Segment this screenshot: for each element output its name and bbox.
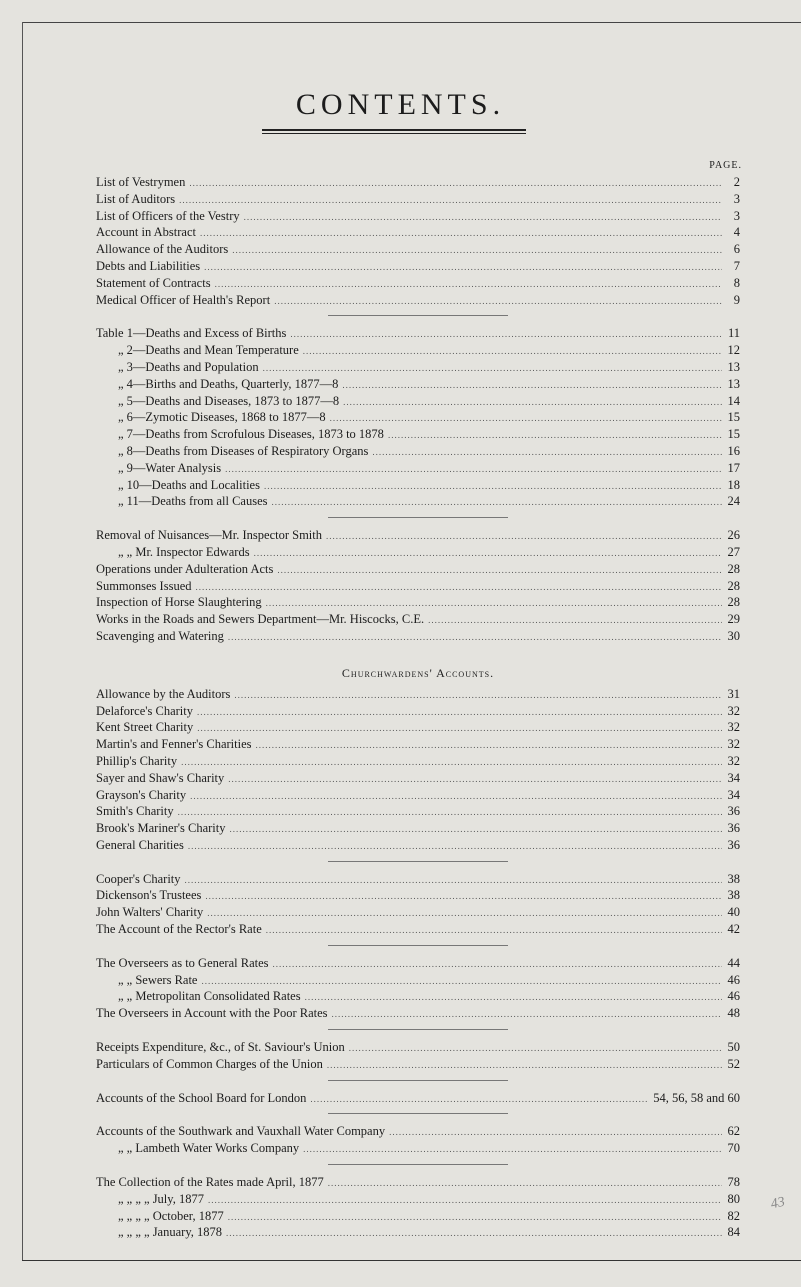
toc-entry bbox=[96, 359, 740, 376]
entry-label: The Account of the Rector's Rate bbox=[96, 922, 262, 937]
entry-page-number: 12 bbox=[727, 343, 740, 358]
toc-entry bbox=[96, 241, 740, 258]
toc-entry bbox=[96, 477, 740, 494]
dot-leader bbox=[207, 905, 722, 922]
toc-entry bbox=[96, 686, 740, 703]
entry-page-number: 29 bbox=[727, 612, 740, 627]
toc-entry bbox=[96, 1056, 740, 1073]
toc-entry bbox=[96, 376, 740, 393]
entry-page-number: 42 bbox=[727, 922, 740, 937]
dot-leader bbox=[208, 1192, 722, 1209]
dot-leader bbox=[215, 276, 722, 293]
entry-page-number: 31 bbox=[727, 686, 740, 701]
section-divider bbox=[328, 1164, 508, 1165]
entry-label: Cooper's Charity bbox=[96, 871, 181, 886]
entry-page-number: 30 bbox=[727, 628, 740, 643]
entry-label: Allowance of the Auditors bbox=[96, 242, 229, 257]
toc-entry bbox=[96, 887, 740, 904]
dot-leader bbox=[196, 579, 723, 596]
page-column-heading: PAGE. bbox=[709, 160, 742, 171]
table-of-contents bbox=[96, 174, 740, 1241]
dot-leader bbox=[266, 595, 722, 612]
toc-entry bbox=[96, 426, 740, 443]
toc-entry bbox=[96, 1224, 740, 1241]
entry-label: Kent Street Charity bbox=[96, 720, 194, 735]
toc-entry bbox=[96, 258, 740, 275]
entry-label: Martin's and Fenner's Charities bbox=[96, 737, 252, 752]
handwritten-mark: 43 bbox=[769, 1194, 787, 1213]
dot-leader bbox=[244, 209, 722, 226]
entry-page-number: 32 bbox=[727, 703, 740, 718]
dot-leader bbox=[310, 1091, 649, 1108]
entry-page-number: 46 bbox=[727, 989, 740, 1004]
entry-label: General Charities bbox=[96, 837, 184, 852]
dot-leader bbox=[274, 293, 722, 310]
entry-label: List of Auditors bbox=[96, 191, 176, 206]
dot-leader bbox=[389, 1124, 722, 1141]
toc-entry bbox=[96, 770, 740, 787]
entry-label: „ „ „ „ October, 1877 bbox=[118, 1208, 224, 1223]
toc-entry bbox=[96, 611, 740, 628]
dot-leader bbox=[228, 629, 722, 646]
entry-label: Accounts of the School Board for London bbox=[96, 1090, 307, 1105]
entry-label: Medical Officer of Health's Report bbox=[96, 292, 271, 307]
entry-label: Particulars of Common Charges of the Union bbox=[96, 1056, 323, 1071]
dot-leader bbox=[228, 771, 722, 788]
section-divider bbox=[328, 1113, 508, 1114]
toc-entry bbox=[96, 703, 740, 720]
entry-label: The Collection of the Rates made April, 1877 bbox=[96, 1175, 324, 1190]
entry-page-number: 17 bbox=[727, 460, 740, 475]
entry-page-number: 62 bbox=[727, 1124, 740, 1139]
toc-entry bbox=[96, 972, 740, 989]
toc-entry bbox=[96, 544, 740, 561]
dot-leader bbox=[201, 973, 722, 990]
dot-leader bbox=[330, 410, 722, 427]
toc-entry bbox=[96, 1191, 740, 1208]
entry-label: List of Vestrymen bbox=[96, 175, 186, 189]
entry-label: „ 3—Deaths and Population bbox=[118, 359, 259, 374]
entry-page-number: 36 bbox=[727, 837, 740, 852]
section-gap bbox=[96, 645, 740, 658]
toc-entry bbox=[96, 1039, 740, 1056]
entry-label: „ „ „ „ July, 1877 bbox=[118, 1191, 204, 1206]
dot-leader bbox=[263, 360, 722, 377]
entry-page-number: 34 bbox=[727, 770, 740, 785]
entry-page-number: 40 bbox=[727, 905, 740, 920]
entry-page-number: 28 bbox=[727, 561, 740, 576]
dot-leader bbox=[326, 528, 722, 545]
entry-label: „ 11—Deaths from all Causes bbox=[118, 494, 268, 509]
dot-leader bbox=[266, 922, 722, 939]
entry-label: John Walters' Charity bbox=[96, 905, 204, 920]
entry-label: Accounts of the Southwark and Vauxhall Water Company bbox=[96, 1124, 386, 1139]
entry-page-number: 32 bbox=[727, 737, 740, 752]
entry-page-number: 28 bbox=[727, 595, 740, 610]
dot-leader bbox=[264, 478, 722, 495]
dot-leader bbox=[349, 1040, 722, 1057]
entry-label: Grayson's Charity bbox=[96, 787, 187, 802]
toc-entry bbox=[96, 871, 740, 888]
entry-label: Smith's Charity bbox=[96, 804, 174, 819]
entry-page-number: 6 bbox=[733, 242, 740, 257]
entry-page-number: 32 bbox=[727, 753, 740, 768]
dot-leader bbox=[188, 838, 722, 855]
entry-label: Scavenging and Watering bbox=[96, 628, 224, 643]
entry-page-number: 28 bbox=[727, 578, 740, 593]
entry-page-number: 15 bbox=[727, 427, 740, 442]
entry-page-number: 14 bbox=[727, 393, 740, 408]
toc-entry bbox=[96, 191, 740, 208]
page-frame-left bbox=[22, 22, 23, 1261]
dot-leader bbox=[328, 1175, 722, 1192]
entry-label: „ 6—Zymotic Diseases, 1868 to 1877—8 bbox=[118, 410, 326, 425]
dot-leader bbox=[343, 394, 722, 411]
dot-leader bbox=[205, 888, 722, 905]
entry-label: „ 9—Water Analysis bbox=[118, 460, 222, 475]
dot-leader bbox=[185, 872, 722, 889]
entry-page-number: 84 bbox=[727, 1225, 740, 1240]
section-divider bbox=[328, 945, 508, 946]
entry-page-number: 13 bbox=[727, 376, 740, 391]
entry-page-number: 24 bbox=[727, 494, 740, 509]
section-heading: Churchwardens' Accounts. bbox=[341, 665, 495, 680]
entry-page-number: 38 bbox=[727, 888, 740, 903]
entry-page-number: 26 bbox=[727, 528, 740, 543]
dot-leader bbox=[327, 1057, 722, 1074]
dot-leader bbox=[388, 427, 722, 444]
section-divider bbox=[328, 1080, 508, 1081]
toc-entry bbox=[96, 1174, 740, 1191]
toc-entry bbox=[96, 628, 740, 645]
page-frame-bottom bbox=[22, 1260, 801, 1261]
dot-leader bbox=[256, 737, 722, 754]
entry-label: Debts and Liabilities bbox=[96, 258, 201, 273]
dot-leader bbox=[272, 494, 723, 511]
section-divider bbox=[328, 1029, 508, 1030]
section-divider bbox=[328, 315, 508, 316]
toc-entry bbox=[96, 1208, 740, 1225]
entry-label: Allowance by the Auditors bbox=[96, 686, 231, 701]
dot-leader bbox=[273, 956, 723, 973]
entry-page-number: 8 bbox=[733, 275, 740, 290]
toc-entry bbox=[96, 578, 740, 595]
entry-page-number: 70 bbox=[727, 1141, 740, 1156]
toc-entry bbox=[96, 208, 740, 225]
entry-label: Phillip's Charity bbox=[96, 753, 178, 768]
dot-leader bbox=[290, 326, 722, 343]
toc-entry bbox=[96, 561, 740, 578]
dot-leader bbox=[372, 444, 722, 461]
entry-label: „ 4—Births and Deaths, Quarterly, 1877—8 bbox=[118, 376, 339, 391]
entry-page-number: 15 bbox=[727, 410, 740, 425]
dot-leader bbox=[197, 704, 722, 721]
entry-page-number: 11 bbox=[727, 326, 740, 341]
dot-leader bbox=[332, 1006, 722, 1023]
toc-entry bbox=[96, 736, 740, 753]
toc-entry bbox=[96, 409, 740, 426]
entry-label: „ „ Lambeth Water Works Company bbox=[118, 1141, 300, 1156]
entry-label: Summonses Issued bbox=[96, 578, 192, 593]
toc-entry bbox=[96, 1090, 740, 1107]
dot-leader bbox=[204, 259, 722, 276]
entry-label: „ „ „ „ January, 1878 bbox=[118, 1225, 223, 1240]
dot-leader bbox=[232, 242, 722, 259]
dot-leader bbox=[305, 989, 722, 1006]
dot-leader bbox=[181, 754, 722, 771]
entry-page-number: 2 bbox=[733, 175, 740, 189]
entry-label: Brook's Mariner's Charity bbox=[96, 821, 226, 836]
entry-label: Statement of Contracts bbox=[96, 275, 211, 290]
toc-entry bbox=[96, 1005, 740, 1022]
toc-entry bbox=[96, 174, 740, 191]
toc-entry bbox=[96, 787, 740, 804]
title-rule bbox=[262, 129, 526, 134]
entry-page-number: 80 bbox=[727, 1191, 740, 1206]
entry-page-number: 34 bbox=[727, 787, 740, 802]
toc-entry bbox=[96, 921, 740, 938]
entry-label: Removal of Nuisances—Mr. Inspector Smith bbox=[96, 528, 323, 543]
entry-page-number: 7 bbox=[733, 258, 740, 273]
entry-label: „ 2—Deaths and Mean Temperature bbox=[118, 343, 299, 358]
toc-entry bbox=[96, 443, 740, 460]
entry-label: „ „ Metropolitan Consolidated Rates bbox=[118, 989, 301, 1004]
toc-entry bbox=[96, 955, 740, 972]
section-divider bbox=[328, 517, 508, 518]
toc-entry bbox=[96, 292, 740, 309]
entry-label: „ „ Mr. Inspector Edwards bbox=[118, 544, 250, 559]
toc-entry bbox=[96, 837, 740, 854]
entry-page-number: 52 bbox=[727, 1056, 740, 1071]
toc-entry bbox=[96, 988, 740, 1005]
entry-page-number: 82 bbox=[727, 1208, 740, 1223]
entry-label: Dickenson's Trustees bbox=[96, 888, 202, 903]
dot-leader bbox=[225, 461, 722, 478]
entry-page-number: 54, 56, 58 and 60 bbox=[653, 1090, 740, 1105]
dot-leader bbox=[303, 1141, 722, 1158]
page-frame-top bbox=[22, 22, 801, 23]
toc-entry bbox=[96, 719, 740, 736]
entry-label: Delaforce's Charity bbox=[96, 703, 194, 718]
dot-leader bbox=[226, 1225, 722, 1242]
entry-page-number: 38 bbox=[727, 871, 740, 886]
entry-label: „ 7—Deaths from Scrofulous Diseases, 1873 to 1878 bbox=[118, 427, 384, 442]
toc-entry bbox=[96, 275, 740, 292]
entry-page-number: 3 bbox=[733, 208, 740, 223]
entry-label: Account in Abstract bbox=[96, 225, 196, 240]
page-title: CONTENTS. bbox=[295, 88, 506, 122]
entry-page-number: 4 bbox=[733, 225, 740, 240]
entry-label: „ 10—Deaths and Localities bbox=[118, 477, 260, 492]
toc-entry bbox=[96, 224, 740, 241]
entry-label: The Overseers as to General Rates bbox=[96, 955, 269, 970]
dot-leader bbox=[234, 687, 722, 704]
toc-entry bbox=[96, 393, 740, 410]
dot-leader bbox=[303, 343, 722, 360]
toc-entry bbox=[96, 1140, 740, 1157]
entry-page-number: 18 bbox=[727, 477, 740, 492]
entry-page-number: 3 bbox=[733, 191, 740, 206]
toc-entry bbox=[96, 594, 740, 611]
entry-page-number: 36 bbox=[727, 804, 740, 819]
toc-entry bbox=[96, 753, 740, 770]
entry-page-number: 27 bbox=[727, 544, 740, 559]
dot-leader bbox=[228, 1209, 722, 1226]
dot-leader bbox=[197, 720, 722, 737]
toc-entry bbox=[96, 1123, 740, 1140]
dot-leader bbox=[277, 562, 722, 579]
toc-entry bbox=[96, 904, 740, 921]
entry-label: Receipts Expenditure, &c., of St. Saviour's Union bbox=[96, 1040, 345, 1055]
toc-entry bbox=[96, 493, 740, 510]
dot-leader bbox=[190, 788, 722, 805]
dot-leader bbox=[200, 225, 722, 242]
toc-entry bbox=[96, 325, 740, 342]
entry-page-number: 46 bbox=[727, 972, 740, 987]
toc-entry bbox=[96, 527, 740, 544]
toc-entry bbox=[96, 342, 740, 359]
entry-label: „ „ Sewers Rate bbox=[118, 972, 198, 987]
entry-label: Inspection of Horse Slaughtering bbox=[96, 595, 262, 610]
section-divider bbox=[328, 861, 508, 862]
entry-label: „ 5—Deaths and Diseases, 1873 to 1877—8 bbox=[118, 393, 340, 408]
toc-entry bbox=[96, 460, 740, 477]
entry-label: List of Officers of the Vestry bbox=[96, 208, 240, 223]
toc-entry bbox=[96, 820, 740, 837]
dot-leader bbox=[342, 377, 722, 394]
dot-leader bbox=[428, 612, 722, 629]
entry-page-number: 50 bbox=[727, 1040, 740, 1055]
entry-page-number: 48 bbox=[727, 1006, 740, 1021]
dot-leader bbox=[179, 192, 722, 209]
dot-leader bbox=[178, 804, 722, 821]
entry-label: „ 8—Deaths from Diseases of Respiratory Organs bbox=[118, 443, 369, 458]
entry-page-number: 9 bbox=[733, 292, 740, 307]
entry-page-number: 44 bbox=[727, 955, 740, 970]
entry-label: The Overseers in Account with the Poor Rates bbox=[96, 1006, 328, 1021]
entry-page-number: 36 bbox=[727, 821, 740, 836]
entry-label: Works in the Roads and Sewers Department—Mr. Hiscocks, C.E. bbox=[96, 612, 425, 627]
dot-leader bbox=[254, 545, 722, 562]
entry-page-number: 13 bbox=[727, 359, 740, 374]
dot-leader bbox=[230, 821, 723, 838]
entry-label: Operations under Adulteration Acts bbox=[96, 561, 274, 576]
entry-label: Table 1—Deaths and Excess of Births bbox=[96, 326, 287, 341]
entry-page-number: 32 bbox=[727, 720, 740, 735]
toc-entry bbox=[96, 803, 740, 820]
entry-label: Sayer and Shaw's Charity bbox=[96, 770, 225, 785]
dot-leader bbox=[189, 175, 722, 192]
entry-page-number: 78 bbox=[727, 1175, 740, 1190]
entry-page-number: 16 bbox=[727, 443, 740, 458]
